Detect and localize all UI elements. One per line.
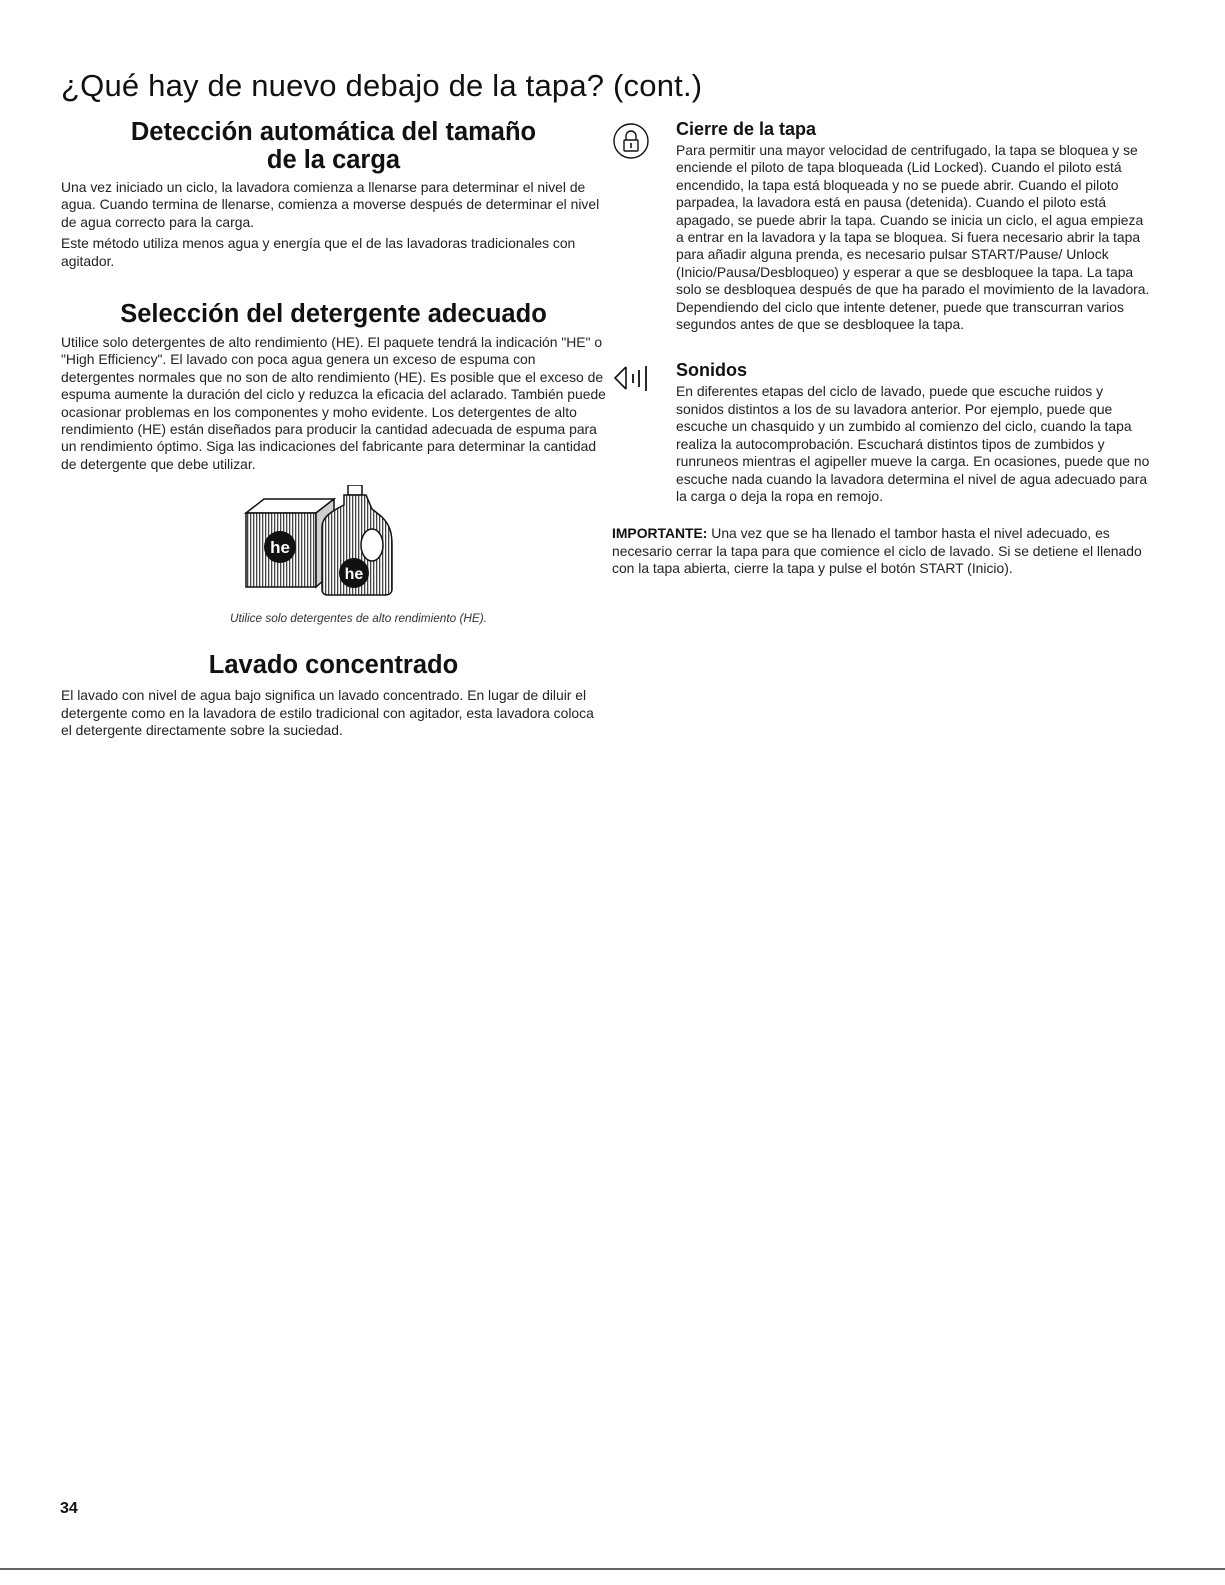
left-column <box>61 116 606 740</box>
concentrated-paragraph: El lavado con nivel de agua bajo significa un lavado concentrado. En lugar de diluir el detergente como en la lavadora de estilo tradicional con agitador, esta lavadora coloca el detergente directamente sobre la suciedad. <box>61 687 594 739</box>
bottle-he-logo: he <box>344 566 364 584</box>
sounds-heading: Sonidos <box>676 360 747 381</box>
concentrated-heading: Lavado concentrado <box>208 651 459 680</box>
he-detergent-figure <box>61 485 606 625</box>
lid-lock-paragraph: Para permitir una mayor velocidad de centrifugado, la tapa se bloquea y se enciende el piloto de tapa bloqueada (Lid Locked). Cuando el piloto está encendido, la tapa está bloqueada y no se puede abrir. Cuando el piloto parpadea, la lavadora está en pausa (detenida). Cuando el piloto está apagado, se puede abrir la tapa. Cuando se inicia un ciclo, el agua empieza a entrar en la lavadora y la tapa se bloquea. Si fuera necesario abrir la tapa para añadir alguna prenda, es necesario pulsar START/Pause/ Unlock (Inicio/Pausa/Desbloqueo) y esperar a que se desbloquee la tapa. La tapa solo se desbloquea después de que ha parado el movimiento de la lavadora. Dependiendo del ciclo que intente detener, puede que transcurran varios segundos antes de que se desbloquee la tapa. <box>676 142 1150 333</box>
bottom-divider <box>0 1568 1225 1570</box>
detergent-box <box>246 499 334 587</box>
page-title: ¿Qué hay de nuevo debajo de la tapa? (cont.) <box>61 68 703 103</box>
load-size-heading-line1: Detección automática del tamaño <box>130 118 537 146</box>
box-he-logo: he <box>270 538 290 558</box>
speaker-icon <box>612 363 656 398</box>
he-detergent-illustration <box>244 485 394 597</box>
sounds-section <box>612 359 1152 505</box>
important-note <box>612 525 1152 577</box>
lid-lock-section <box>612 118 1152 333</box>
sounds-paragraph: En diferentes etapas del ciclo de lavado, puede que escuche ruidos y sonidos distintos a los de su lavadora anterior. Por ejemplo, puede que escuche un chasquido y un zumbido al comienzo del ciclo, cuando la tapa realiza la autocomprobación. Escuchará distintos tipos de zumbidos y runruneos mientras el agipeller mueve la carga. En ocasiones, puede que no escuche nada cuando la lavadora determina el nivel de agua adecuado para la carga o deja la ropa en remojo. <box>676 383 1150 504</box>
important-label: IMPORTANTE: <box>612 525 708 542</box>
lid-lock-heading: Cierre de la tapa <box>676 119 817 139</box>
detergent-paragraph: Utilice solo detergentes de alto rendimiento (HE). El paquete tendrá la indicación "HE" o "High Efficiency". El lavado con poca agua genera un exceso de espuma con detergentes normales que no son de alto rendimiento (HE). Es posible que el exceso de espuma aumente la duración del ciclo y reduzca la eficacia del aclarado. También puede ocasionar problemas en los componentes y moho evidente. Los detergentes de alto rendimiento (HE) están diseñados para producir la cantidad adecuada de espuma para un rendimiento óptimo. Siga las indicaciones del fabricante para determinar la cantidad de detergente que debe utilizar. <box>61 334 606 472</box>
important-text: Una vez que se ha llenado el tambor hasta el nivel adecuado, es necesario cerrar la tapa para que comience el ciclo de lavado. Si se detiene el llenado con la tapa abierta, cierre la tapa y pulse el botón START (Inicio). <box>612 525 1142 577</box>
load-size-paragraph-2: Este método utiliza menos agua y energía que el de las lavadoras tradicionales con agitador. <box>61 235 576 269</box>
right-column <box>612 118 1152 578</box>
detergent-heading: Selección del detergente adecuado <box>120 300 547 329</box>
load-size-heading-line2: de la carga <box>266 146 401 174</box>
padlock-icon <box>612 122 650 165</box>
load-size-heading <box>61 118 606 174</box>
load-size-paragraph-1: Una vez iniciado un ciclo, la lavadora comienza a llenarse para determinar el nivel de agua. Cuando termina de llenarse, comienza a moverse después de determinar el nivel de agua correcto para la carga. <box>61 179 600 230</box>
figure-caption: Utilice solo detergentes de alto rendimiento (HE). <box>229 611 488 626</box>
page-number: 34 <box>60 1500 78 1517</box>
